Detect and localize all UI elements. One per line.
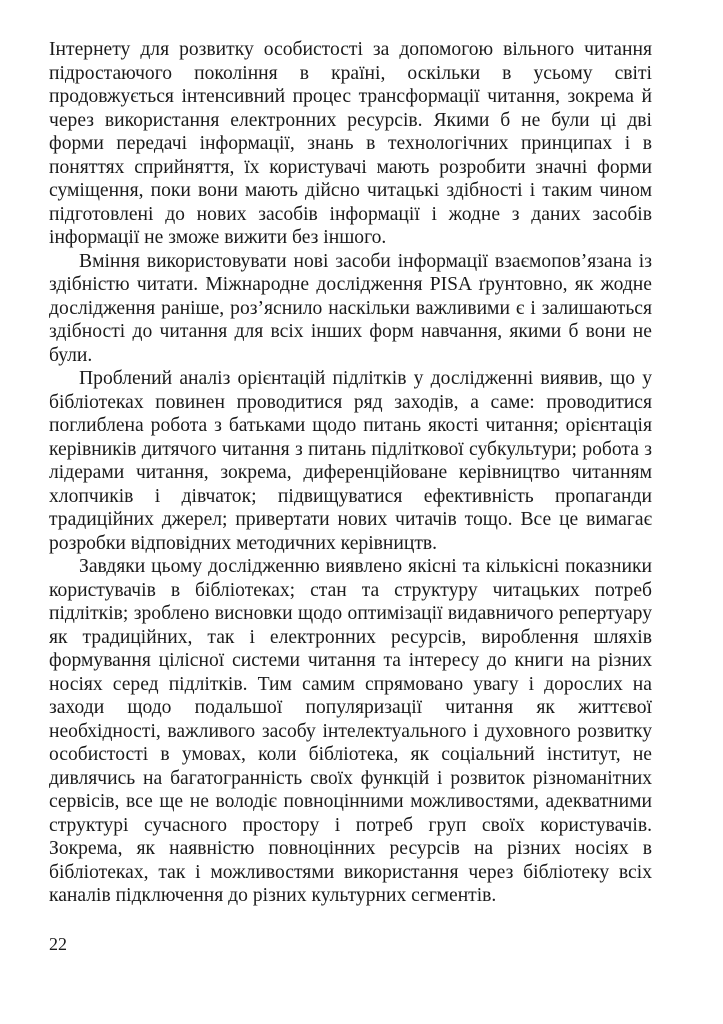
- paragraph-2: Вміння використовувати нові засоби інформації взаємопов’язана із здібністю читати. Міжнародне дослідження PISA ґрунтовно, як жодне дослідження раніше, роз’яснило наскільки важливими є і залишаються здібності до читання для всіх інших форм навчання, якими б вони не були.: [49, 250, 652, 366]
- page-body: [49, 38, 652, 908]
- paragraph-3: Проблений аналіз орієнтацій підлітків у дослідженні виявив, що у бібліотеках повинен проводитися ряд заходів, а саме: проводитися поглиблена робота з батьками щодо питань якості читання; орієнтація керівників дитячого читання з питань підліткової субкультури; робота з лідерами читання, зокрема, диференційоване керівництво читанням хлопчиків і дівчаток; підвищуватися ефективність пропаганди традиційних джерел; привертати нових читачів тощо. Все це вимагає розробки відповідних методичних керівництв.: [49, 368, 652, 554]
- page-number: 22: [49, 934, 67, 954]
- paragraph-1: Інтернету для розвитку особистості за допомогою вільного читання підростаючого покоління в країні, оскільки в усьому світі продовжується інтенсивний процес трансформації читання, зокрема й через використання електронних ресурсів. Якими б не були ці дві форми передачі інформації, знань в технологічних принципах і в поняттях сприйняття, їх користувачі мають розробити значні форми суміщення, поки вони мають дійсно читацькі здібності і таким чином підготовлені до нових засобів інформації і жодне з даних засобів інформації не зможе вижити без іншого.: [49, 39, 652, 248]
- paragraph-4: Завдяки цьому дослідженню виявлено якісні та кількісні показники користувачів в бібліотеках; стан та структуру читацьких потреб підлітків; зроблено висновки щодо оптимізації видавничого репертуару як традиційних, так і електронних ресурсів, вироблення шляхів формування цілісної системи читання та інтересу до книги на різних носіях серед підлітків. Тим самим спрямовано увагу і дорослих на заходи щодо подальшої популяризації читання як життєвої необхідності, важливого засобу інтелектуального і духовного розвитку особистості в умовах, коли бібліотека, як соціальний інститут, не дивлячись на багатогранність своїх функцій і розвиток різноманітних сервісів, все ще не володіє повноцінними можливостями, адекватними структурі сучасного простору і потреб груп своїх користувачів. Зокрема, як наявністю повноцінних ресурсів на різних носіях в бібліотеках, так і можливостями використання через бібліотеку всіх каналів підключення до різних культурних сегментів.: [49, 556, 652, 906]
